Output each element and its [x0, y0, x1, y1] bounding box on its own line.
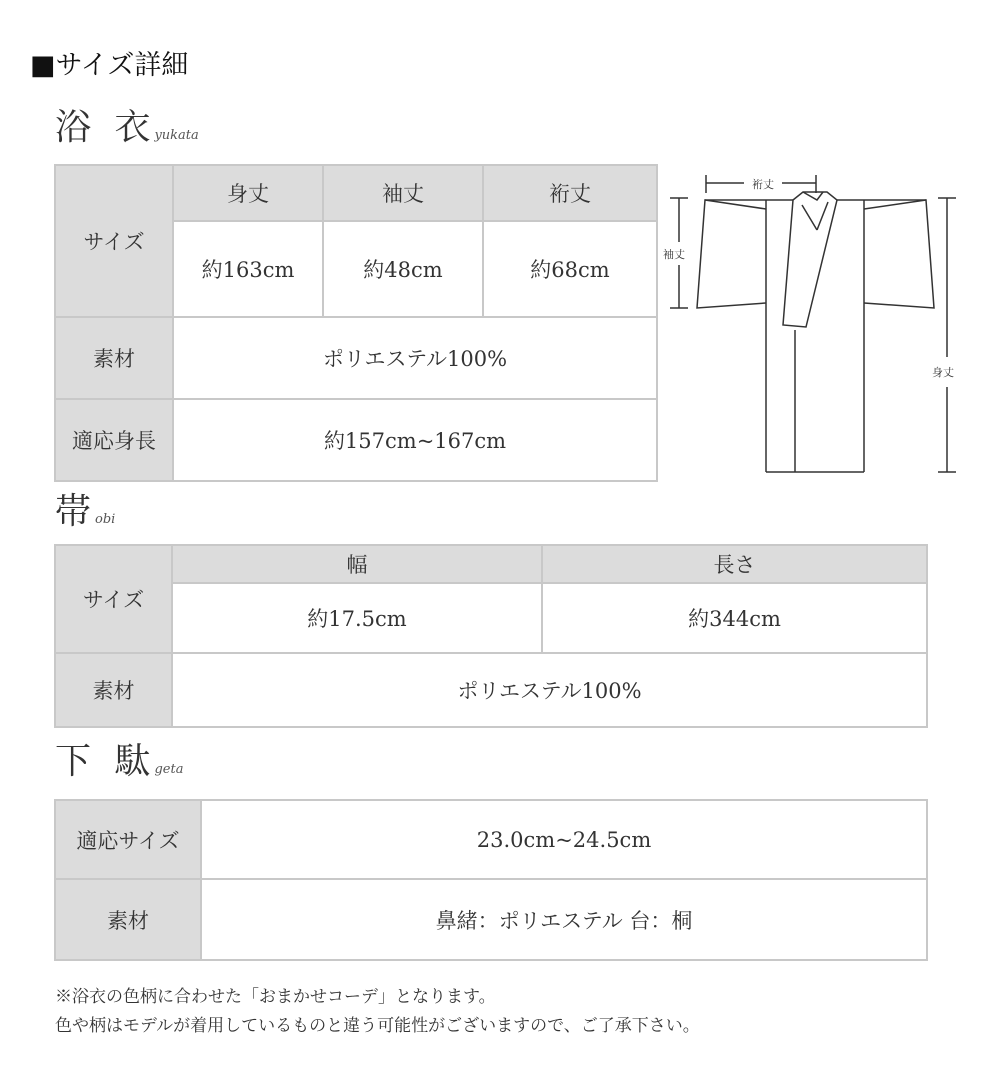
geta-material-label: 素材: [55, 879, 201, 960]
section-title-obi: [55, 492, 115, 532]
yukata-title: 浴 衣: [55, 107, 157, 148]
obi-table: [54, 544, 928, 728]
yukata-material-label: 素材: [55, 317, 173, 399]
yukata-height-value: 約157cm~167cm: [173, 399, 657, 481]
obi-material-value: ポリエステル100%: [172, 653, 927, 727]
yukata-value-mitake: 約163cm: [173, 221, 323, 317]
yukata-size-label: サイズ: [55, 165, 173, 317]
geta-subtitle: geta: [154, 762, 184, 777]
geta-size-value: 23.0cm~24.5cm: [201, 800, 927, 879]
yukata-material-value: ポリエステル100%: [173, 317, 657, 399]
section-title-yukata: [55, 108, 199, 148]
obi-header-length: 長さ: [542, 545, 927, 583]
obi-value-length: 約344cm: [542, 583, 927, 653]
note-line-2: 色や柄はモデルが着用しているものと違う可能性がございますので、ご了承下さい。: [55, 1016, 700, 1036]
obi-value-width: 約17.5cm: [172, 583, 542, 653]
diagram-label-mitake: 身丈: [932, 366, 954, 379]
yukata-header-yukitake: 裄丈: [483, 165, 657, 221]
yukata-header-mitake: 身丈: [173, 165, 323, 221]
yukata-value-yukitake: 約68cm: [483, 221, 657, 317]
obi-title: 帯: [55, 491, 98, 532]
obi-material-label: 素材: [55, 653, 172, 727]
geta-size-label: 適応サイズ: [55, 800, 201, 879]
yukata-diagram: [660, 165, 990, 485]
diagram-label-sodetake: 袖丈: [663, 248, 685, 261]
geta-material-value: 鼻緒：ポリエステル 台：桐: [201, 879, 927, 960]
obi-size-label: サイズ: [55, 545, 172, 653]
yukata-value-sodetake: 約48cm: [323, 221, 483, 317]
geta-table: [54, 799, 928, 961]
yukata-height-label: 適応身長: [55, 399, 173, 481]
obi-header-width: 幅: [172, 545, 542, 583]
diagram-label-yukitake: 裄丈: [752, 178, 774, 191]
obi-subtitle: obi: [95, 512, 116, 527]
page-title: ■サイズ詳細: [30, 50, 189, 81]
yukata-subtitle: yukata: [154, 128, 199, 143]
yukata-table: [54, 164, 658, 482]
geta-title: 下 駄: [55, 741, 157, 782]
section-title-geta: [55, 742, 183, 782]
note-line-1: ※浴衣の色柄に合わせた「おまかせコーデ」となります。: [55, 987, 496, 1007]
yukata-header-sodetake: 袖丈: [323, 165, 483, 221]
